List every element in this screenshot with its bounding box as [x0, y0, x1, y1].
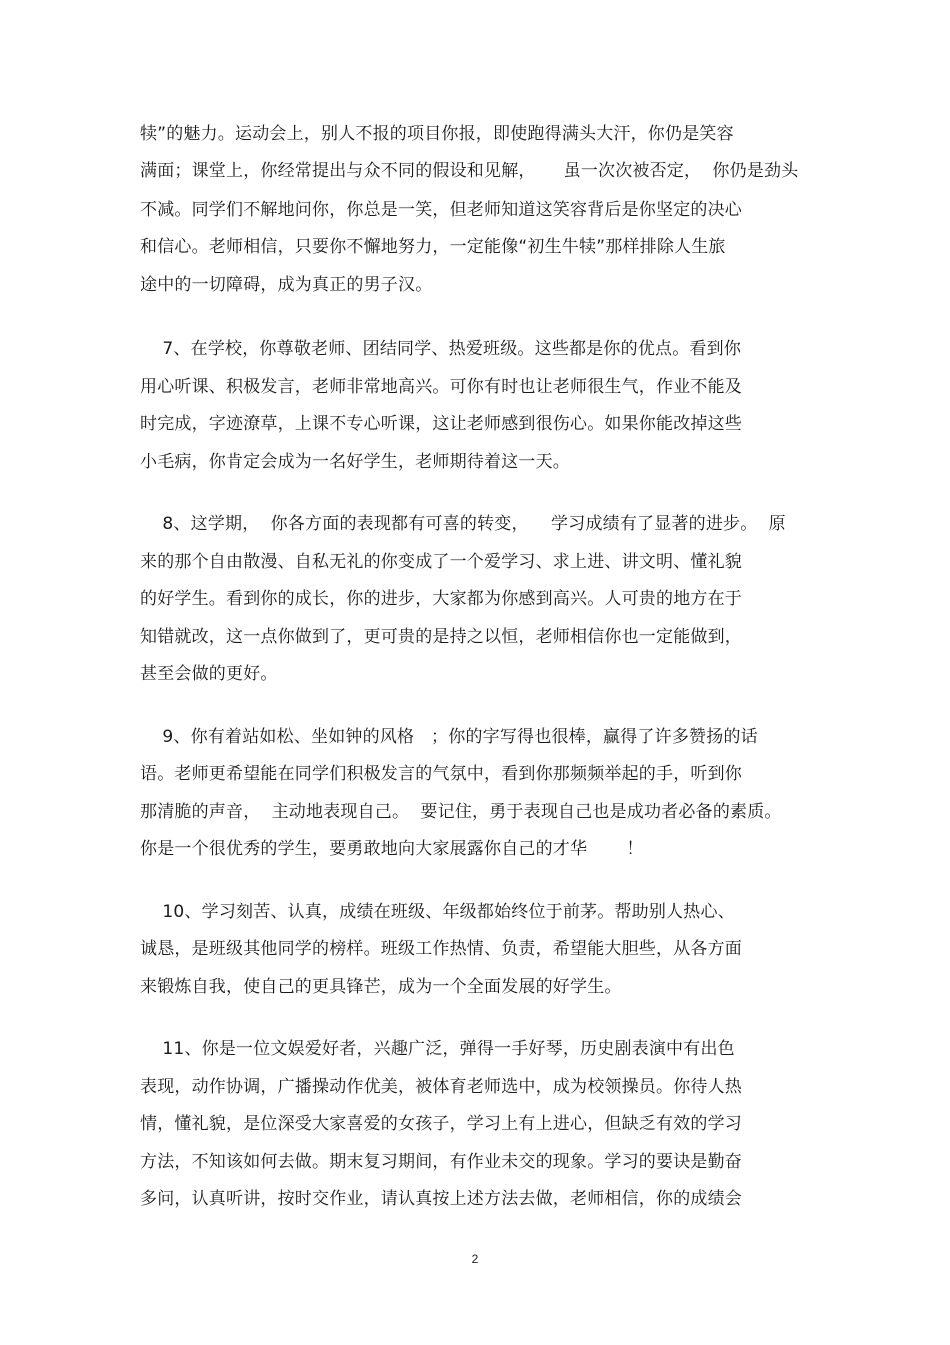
text-line: 小毛病，你肯定会成为一名好学生，老师期待着这一天。 [140, 452, 570, 472]
text-line: 语。老师更希望能在同学们积极发言的气氛中，看到你那频频举起的手，听到你 [140, 764, 742, 784]
text-line: 来的那个自由散漫、自私无礼的你变成了一个爱学习、求上进、讲文明、懂礼貌 [140, 552, 742, 572]
text-line: 犊”的魅力。运动会上，别人不报的项目你报，即使跑得满头大汗，你仍是笑容 [140, 124, 734, 144]
text-line: 9、你有着站如松、坐如钟的风格 ；你的字写得也很棒，赢得了许多赞扬的话 [140, 727, 758, 747]
text-line: 来锻炼自我，使自己的更具锋芒，成为一个全面发展的好学生。 [140, 977, 622, 997]
text-line: 用心听课、积极发言，老师非常地高兴。可你有时也让老师很生气，作业不能及 [140, 377, 742, 397]
text-line: 7、在学校，你尊敬老师、团结同学、热爱班级。这些都是你的优点。看到你 [140, 339, 742, 359]
text-line: 知错就改，这一点你做到了，更可贵的是持之以恒，老师相信你也一定能做到， [140, 627, 742, 647]
text-line: 表现，动作协调，广播操动作优美，被体育老师选中，成为校领操员。你待人热 [140, 1077, 742, 1097]
text-line: 你是一个很优秀的学生，要勇敢地向大家展露你自己的才华 ！ [140, 839, 644, 859]
text-line: 那清脆的声音， 主动地表现自己。 要记住，勇于表现自己也是成功者必备的素质。 [140, 802, 782, 822]
text-line: 诚恳，是班级其他同学的榜样。班级工作热情、负责，希望能大胆些，从各方面 [140, 939, 742, 959]
text-line: 8、这学期， 你各方面的表现都有可喜的转变， 学习成绩有了显著的进步。 原 [140, 514, 786, 534]
text-line: 满面；课堂上，你经常提出与众不同的假设和见解， 虽一次次被否定， 你仍是劲头 [140, 161, 799, 181]
text-line: 时完成，字迹潦草，上课不专心听课，这让老师感到很伤心。如果你能改掉这些 [140, 414, 742, 434]
text-line: 和信心。老师相信，只要你不懈地努力，一定能像“初生牛犊”那样排除人生旅 [140, 237, 726, 257]
text-line: 的好学生。看到你的成长，你的进步，大家都为你感到高兴。人可贵的地方在于 [140, 589, 742, 609]
text-line: 11、你是一位文娱爱好者，兴趣广泛，弹得一手好琴，历史剧表演中有出色 [140, 1039, 735, 1059]
text-line: 多问，认真听讲，按时交作业，请认真按上述方法去做，老师相信，你的成绩会 [140, 1189, 742, 1209]
text-line: 情，懂礼貌，是位深受大家喜爱的女孩子，学习上有上进心，但缺乏有效的学习 [140, 1114, 742, 1134]
text-line: 不减。同学们不解地问你，你总是一笑，但老师知道这笑容背后是你坚定的决心 [140, 200, 742, 220]
text-line: 甚至会做的更好。 [140, 664, 278, 684]
text-line: 10、学习刻苦、认真，成绩在班级、年级都始终位于前茅。帮助别人热心、 [140, 902, 735, 922]
text-line: 方法，不知该如何去做。期末复习期间，有作业未交的现象。学习的要诀是勤奋 [140, 1152, 742, 1172]
page-number: 2 [471, 1252, 479, 1266]
text-line: 途中的一切障碍，成为真正的男子汉。 [140, 275, 433, 295]
